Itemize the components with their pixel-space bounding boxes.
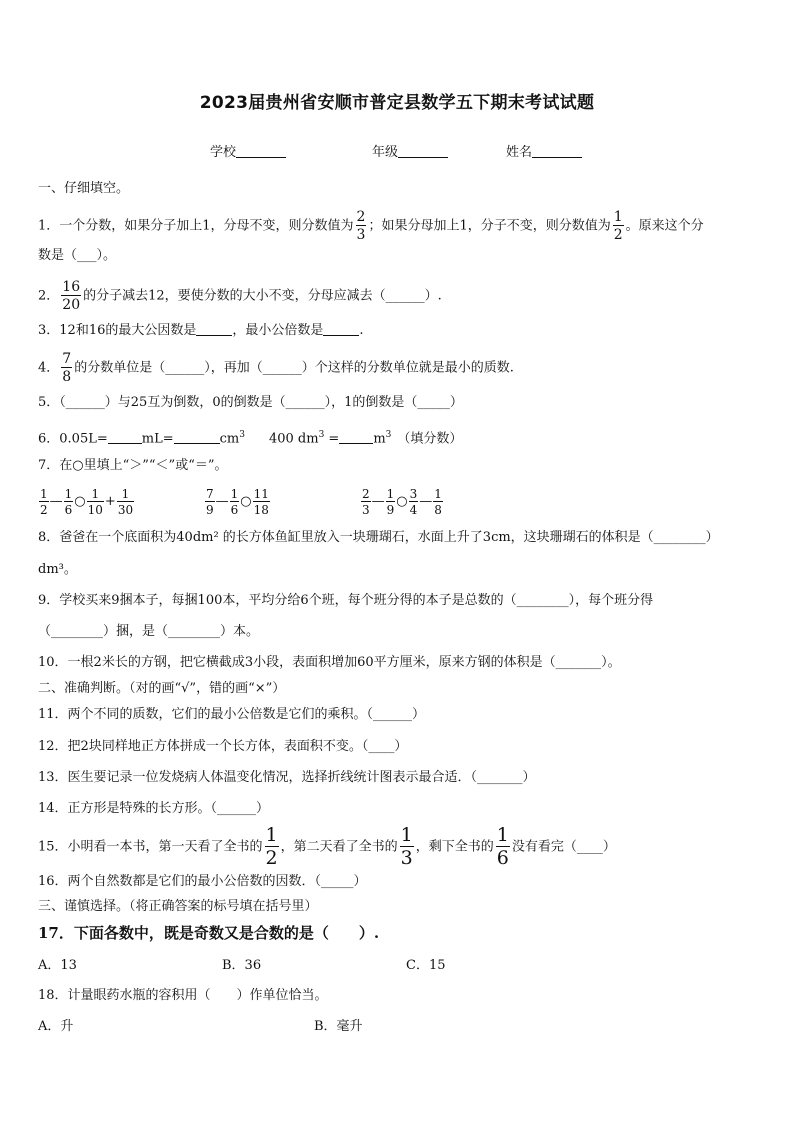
fraction: $\frac{16}{20}$ <box>62 279 81 313</box>
question-12: 12．把2块同样地正方体拼成一个长方体，表面积不变。（____） <box>38 739 408 754</box>
question-3: 3．12和16的最大公因数是 ，最小公倍数是 . <box>38 323 364 338</box>
compare-circle[interactable]: ○ <box>396 494 408 509</box>
option-a[interactable]: A．升 <box>38 1019 74 1034</box>
fraction: $\frac{2}{3}$ <box>356 209 366 243</box>
option-a[interactable]: A．13 <box>38 958 77 973</box>
question-18: 18．计量眼药水瓶的容积用（ ）作单位恰当。 <box>38 988 328 1003</box>
school-blank[interactable] <box>236 145 286 158</box>
page-title: 2023届贵州省安顺市普定县数学五下期末考试试题 <box>199 93 595 113</box>
question-9: 9．学校买来9捆本子，每捆100本，平均分给6个班，每个班分得的本子是总数的（________），每个班分得 <box>38 593 654 608</box>
section-heading-3: 三、谨慎选择。（将正确答案的标号填在括号里） <box>38 899 318 914</box>
question-11: 11．两个不同的质数，它们的最小公倍数是它们的乘积。（______） <box>38 707 426 722</box>
grade-field <box>372 141 448 160</box>
question-16: 16．两个自然数都是它们的最小公倍数的因数．（_____） <box>38 874 367 889</box>
expression-2: $\frac{7}{9}$ — $\frac{1}{6}$ ○ $\frac{11}{18}$ <box>206 486 269 517</box>
question-4: 4． $\frac{7}{8}$ 的分数单位是（______），再加（______）个这样的分数单位就是最小的质数. <box>38 351 514 385</box>
question-18-options <box>38 1016 764 1038</box>
question-1-cont: 数是（___）。 <box>38 248 117 263</box>
option-b[interactable]: B．毫升 <box>314 1019 363 1034</box>
expression-1: $\frac{1}{2}$ — $\frac{1}{6}$ ○ $\frac{1}{10}$ + $\frac{1}{30}$ <box>40 486 134 517</box>
answer-blank[interactable] <box>108 431 142 444</box>
question-8: 8．爸爸在一个底面积为40dm² 的长方体鱼缸里放入一块珊瑚石，水面上升了3cm，这块珊瑚石的体积是（________） <box>38 530 719 545</box>
question-2: 2． $\frac{16}{20}$ 的分子减去12，要使分数的大小不变，分母应减去（______）. <box>38 279 442 313</box>
question-1: 1．一个分数，如果分子加上1，分母不变，则分数值为 $\frac{2}{3}$ ；如果分母加上1，分子不变，则分数值为 $\frac{1}{2}$ 。原来这个分 <box>38 209 704 243</box>
question-10: 10．一根2米长的方钢，把它横截成3小段，表面积增加60平方厘米，原来方钢的体积是（_______）。 <box>38 655 621 670</box>
expression-3: $\frac{2}{3}$ — $\frac{1}{9}$ ○ $\frac{3}{4}$ — $\frac{1}{8}$ <box>362 486 442 517</box>
fraction: $\frac{1}{3}$ <box>400 824 413 869</box>
fraction: $\frac{1}{2}$ <box>613 209 623 243</box>
option-b[interactable]: B．36 <box>222 958 262 973</box>
question-13: 13．医生要记录一位发烧病人体温变化情况，选择折线统计图表示最合适．（_______） <box>38 770 536 785</box>
question-8-cont: dm³。 <box>38 562 77 577</box>
school-label: 学校 <box>210 145 237 160</box>
fraction: $\frac{1}{6}$ <box>496 824 509 869</box>
section-heading-2: 二、准确判断。（对的画“√”，错的画“×”） <box>38 681 286 696</box>
question-17: 17．下面各数中，既是奇数又是合数的是（ ）. <box>38 924 380 942</box>
section-heading-1: 一、仔细填空。 <box>38 181 130 196</box>
answer-blank[interactable] <box>339 431 373 444</box>
question-15: 15．小明看一本书，第一天看了全书的 $\frac{1}{2}$ ，第二天看了全书的 $\frac{1}{3}$ ，剩下全书的 $\frac{1}{6}$ 没有看完（____） <box>38 824 616 869</box>
school-field <box>210 141 286 160</box>
fraction: $\frac{7}{8}$ <box>62 351 72 385</box>
grade-label: 年级 <box>372 145 399 160</box>
compare-circle[interactable]: ○ <box>240 494 252 509</box>
compare-circle[interactable]: ○ <box>74 494 86 509</box>
question-7-expressions <box>38 486 764 518</box>
question-6: 6．$0.05L= mL= cm^3$ 400 $dm^3 = m^3$ （填分数） <box>38 430 463 447</box>
answer-blank[interactable] <box>323 323 359 336</box>
question-7: 7．在○里填上“＞”“＜”或“＝”。 <box>38 458 228 473</box>
question-14: 14．正方形是特殊的长方形。（______） <box>38 801 270 816</box>
question-17-options <box>38 955 764 977</box>
name-label: 姓名 <box>506 145 533 160</box>
question-5: 5．（______）与25互为倒数，0的倒数是（______），1的倒数是（_____） <box>38 395 463 410</box>
name-blank[interactable] <box>532 145 582 158</box>
option-c[interactable]: C．15 <box>406 958 446 973</box>
grade-blank[interactable] <box>398 145 448 158</box>
fraction: $\frac{1}{2}$ <box>265 824 278 869</box>
question-9-cont: （________）捆，是（________）本。 <box>38 624 260 639</box>
answer-blank[interactable] <box>196 323 232 336</box>
name-field <box>506 141 582 160</box>
answer-blank[interactable] <box>174 431 220 444</box>
